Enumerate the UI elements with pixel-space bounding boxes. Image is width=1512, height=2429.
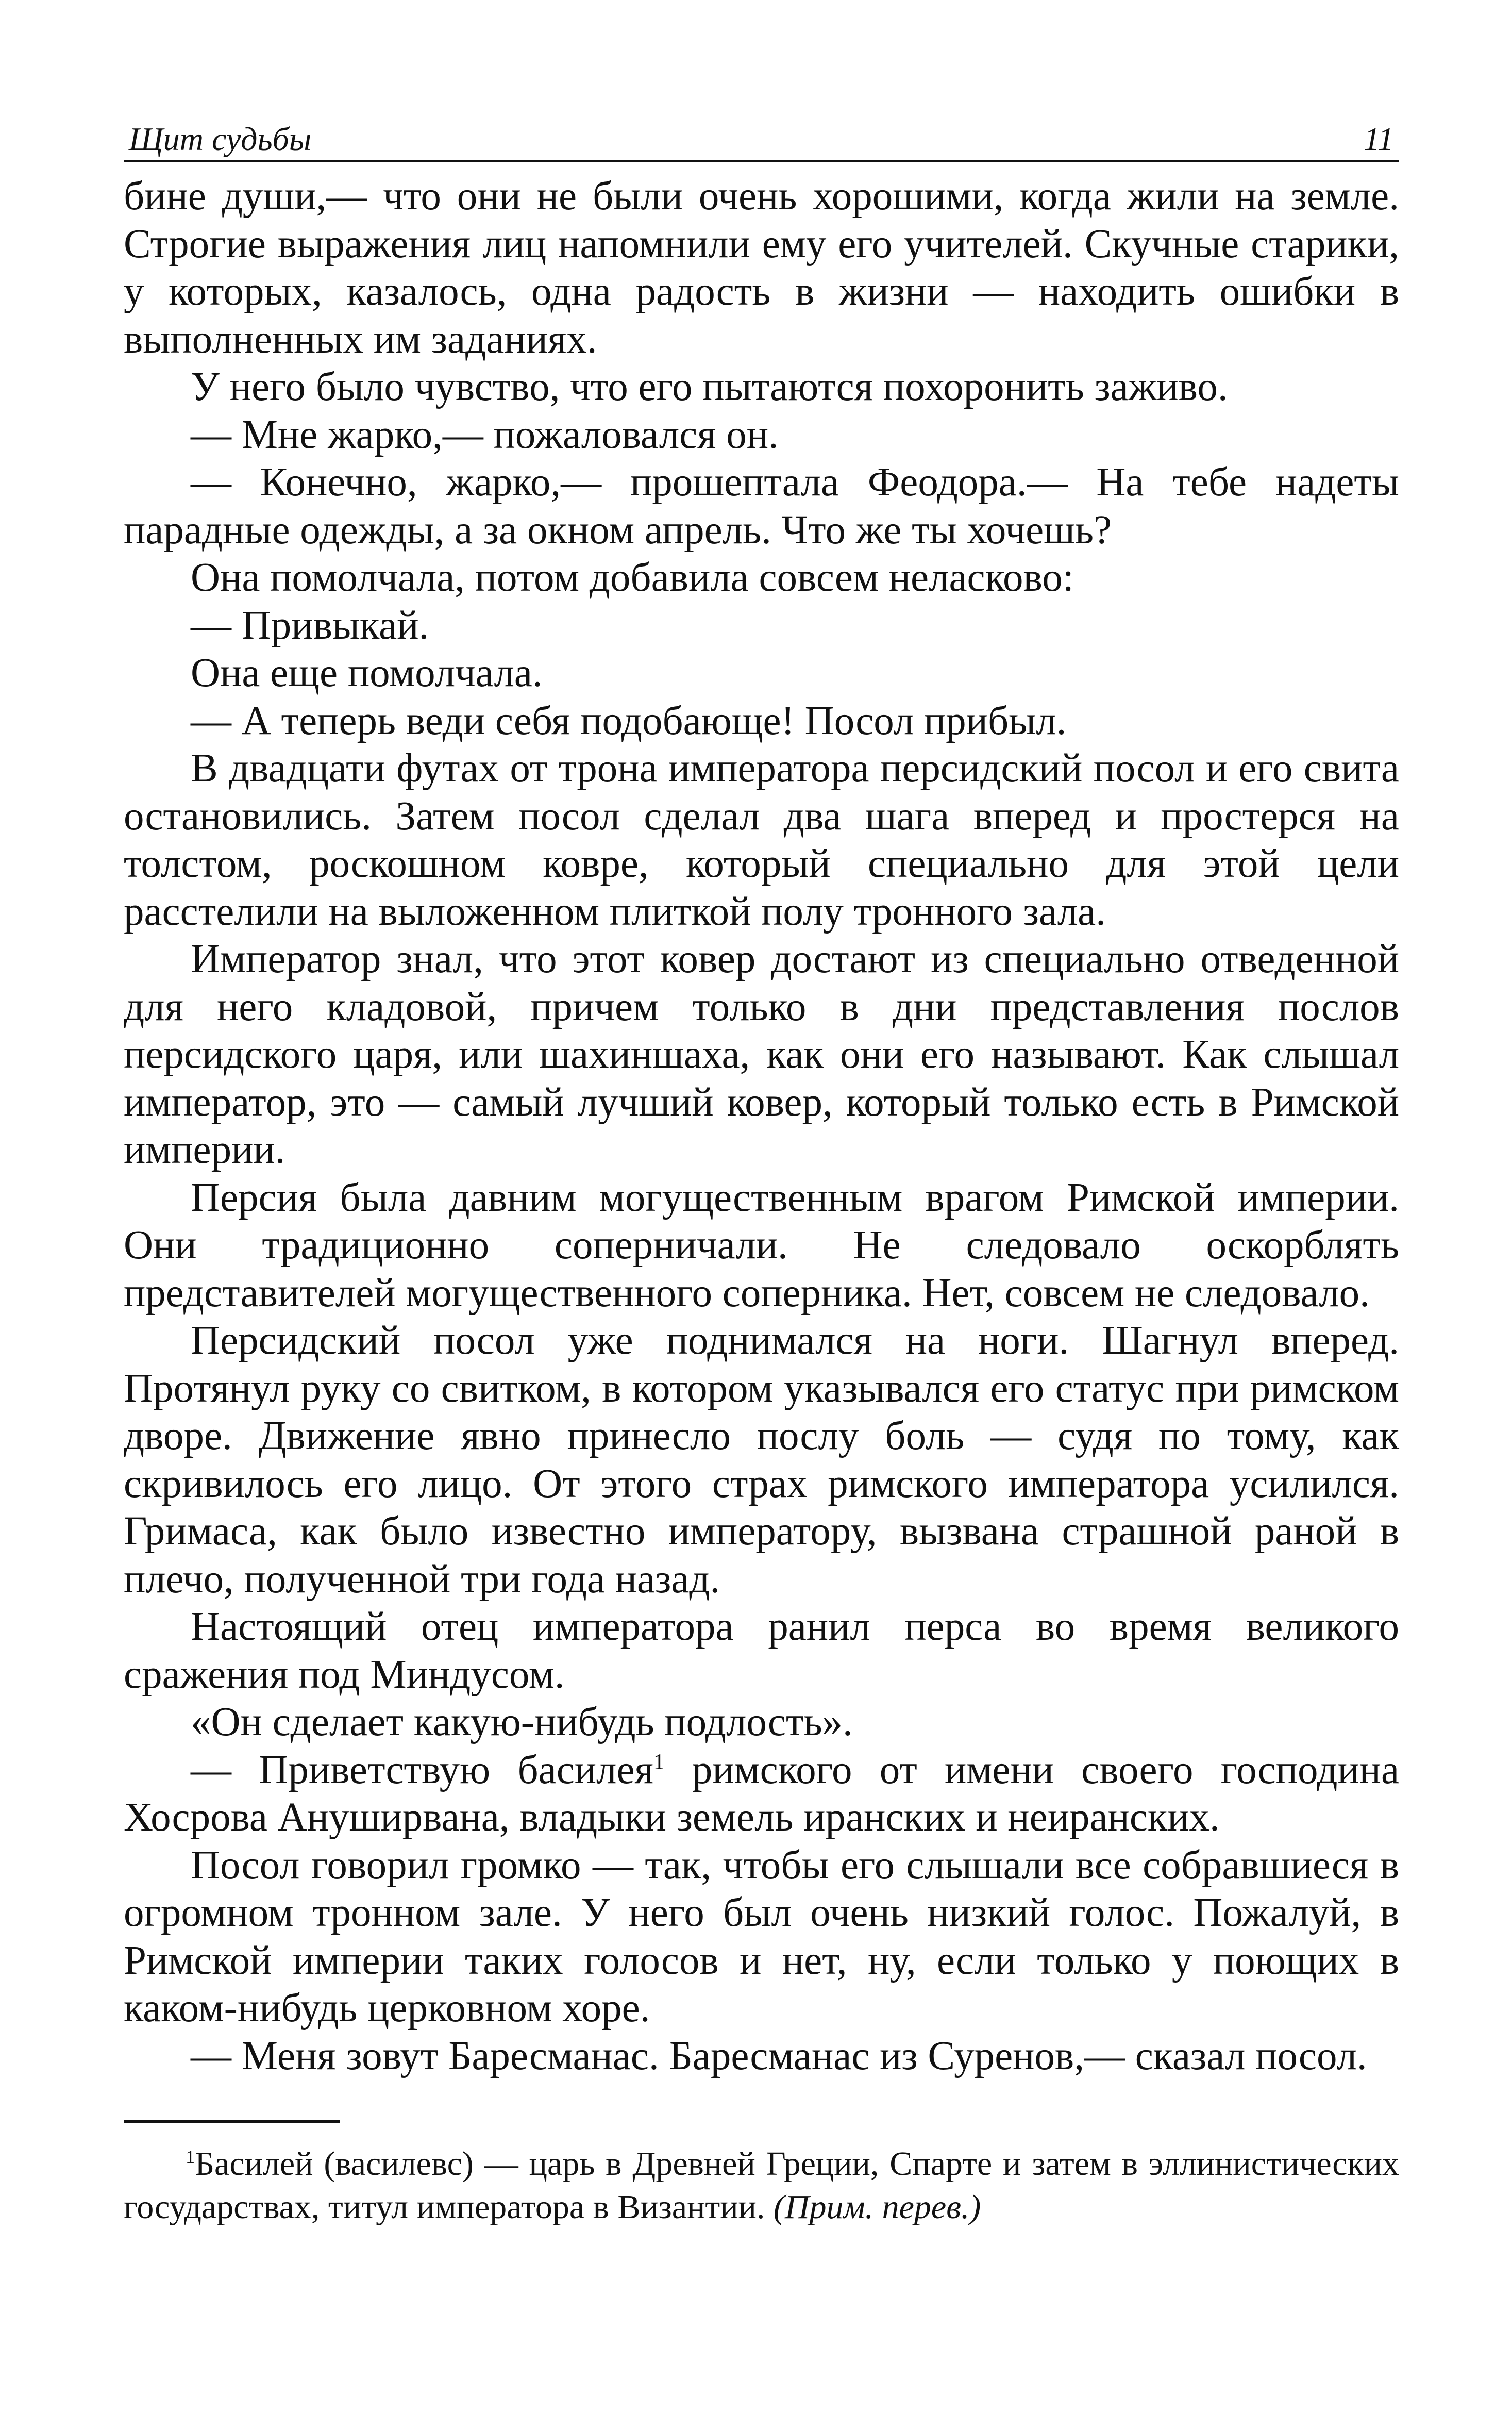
greeting-text-end: римского от имени своего господина Хосрова Ануширвана, владыки земель иранских и неиранских.: [124, 1747, 1400, 1840]
paragraph: — Мне жарко,— пожаловался он.: [191, 412, 779, 457]
footnote: [124, 2142, 1399, 2229]
paragraph: Она помолчала, потом добавила совсем неласково:: [191, 555, 1074, 600]
footnote-reference: 1: [653, 1749, 665, 1774]
paragraph: — А теперь веди себя подобающе! Посол прибыл.: [191, 698, 1067, 743]
running-header: [124, 108, 1399, 162]
paragraph: Император знал, что этот ковер достают из специально отведенной для него кладовой, причем только в дни представления послов персидского царя, или шахиншаха, как они его называют. Как слышал император, это — самый лучший ковер, который только есть в Римской империи.: [124, 937, 1399, 1172]
footnote-mark: 1: [186, 2147, 195, 2167]
page-number: 11: [1363, 121, 1394, 157]
book-title: Щит судьбы: [129, 121, 312, 157]
body-text: [124, 173, 1399, 2080]
paragraph: У него было чувство, что его пытаются похоронить заживо.: [191, 364, 1228, 409]
book-page: [124, 108, 1399, 2229]
translator-note: (Прим. перев.): [773, 2188, 981, 2226]
paragraph: Она еще помолчала.: [191, 651, 543, 695]
footnote-divider: [124, 2120, 340, 2123]
greeting-text-start: — Приветствую басилея: [191, 1747, 653, 1792]
paragraph: Персия была давним могущественным врагом Римской империи. Они традиционно соперничали. Не следовало оскорблять представителей могущественного соперника. Нет, совсем не следовало.: [124, 1175, 1399, 1316]
paragraph: бине души,— что они не были очень хорошими, когда жили на земле. Строгие выражения лиц напомнили ему его учителей. Скучные старики, у которых, казалось, одна радость в жизни — находить ошибки в выполненных им заданиях.: [124, 174, 1399, 362]
footnote-text: Басилей (василевс) — царь в Древней Греции, Спарте и затем в эллинистических государствах, титул императора в Византии.: [124, 2145, 1399, 2226]
paragraph: — Конечно, жарко,— прошептала Феодора.— На тебе надеты парадные одежды, а за окном апрель. Что же ты хочешь?: [124, 460, 1399, 553]
paragraph: Настоящий отец императора ранил перса во время великого сражения под Миндусом.: [124, 1604, 1399, 1697]
paragraph: В двадцати футах от трона императора персидский посол и его свита остановились. Затем посол сделал два шага вперед и простерся на толстом, роскошном ковре, который специально для этой цели расстелили на выложенном плиткой полу тронного зала.: [124, 746, 1399, 934]
paragraph: «Он сделает какую-нибудь подлость».: [191, 1700, 853, 1744]
paragraph: Посол говорил громко — так, чтобы его слышали все собравшиеся в огромном тронном зале. У него был очень низкий голос. Пожалуй, в Римской империи таких голосов и нет, ну, если только у поющих в каком-нибудь церковном хоре.: [124, 1842, 1399, 2031]
paragraph: — Привыкай.: [191, 603, 429, 648]
paragraph: — Меня зовут Баресманас. Баресманас из Суренов,— сказал посол.: [191, 2033, 1367, 2078]
paragraph: Персидский посол уже поднимался на ноги. Шагнул вперед. Протянул руку со свитком, в котором указывался его статус при римском дворе. Движение явно принесло послу боль — судя по тому, как скривилось его лицо. От этого страх римского императора усилился. Гримаса, как было известно императору, вызвана страшной раной в плечо, полученной три года назад.: [124, 1318, 1399, 1602]
paragraph-with-footnote: [124, 1746, 1399, 1842]
